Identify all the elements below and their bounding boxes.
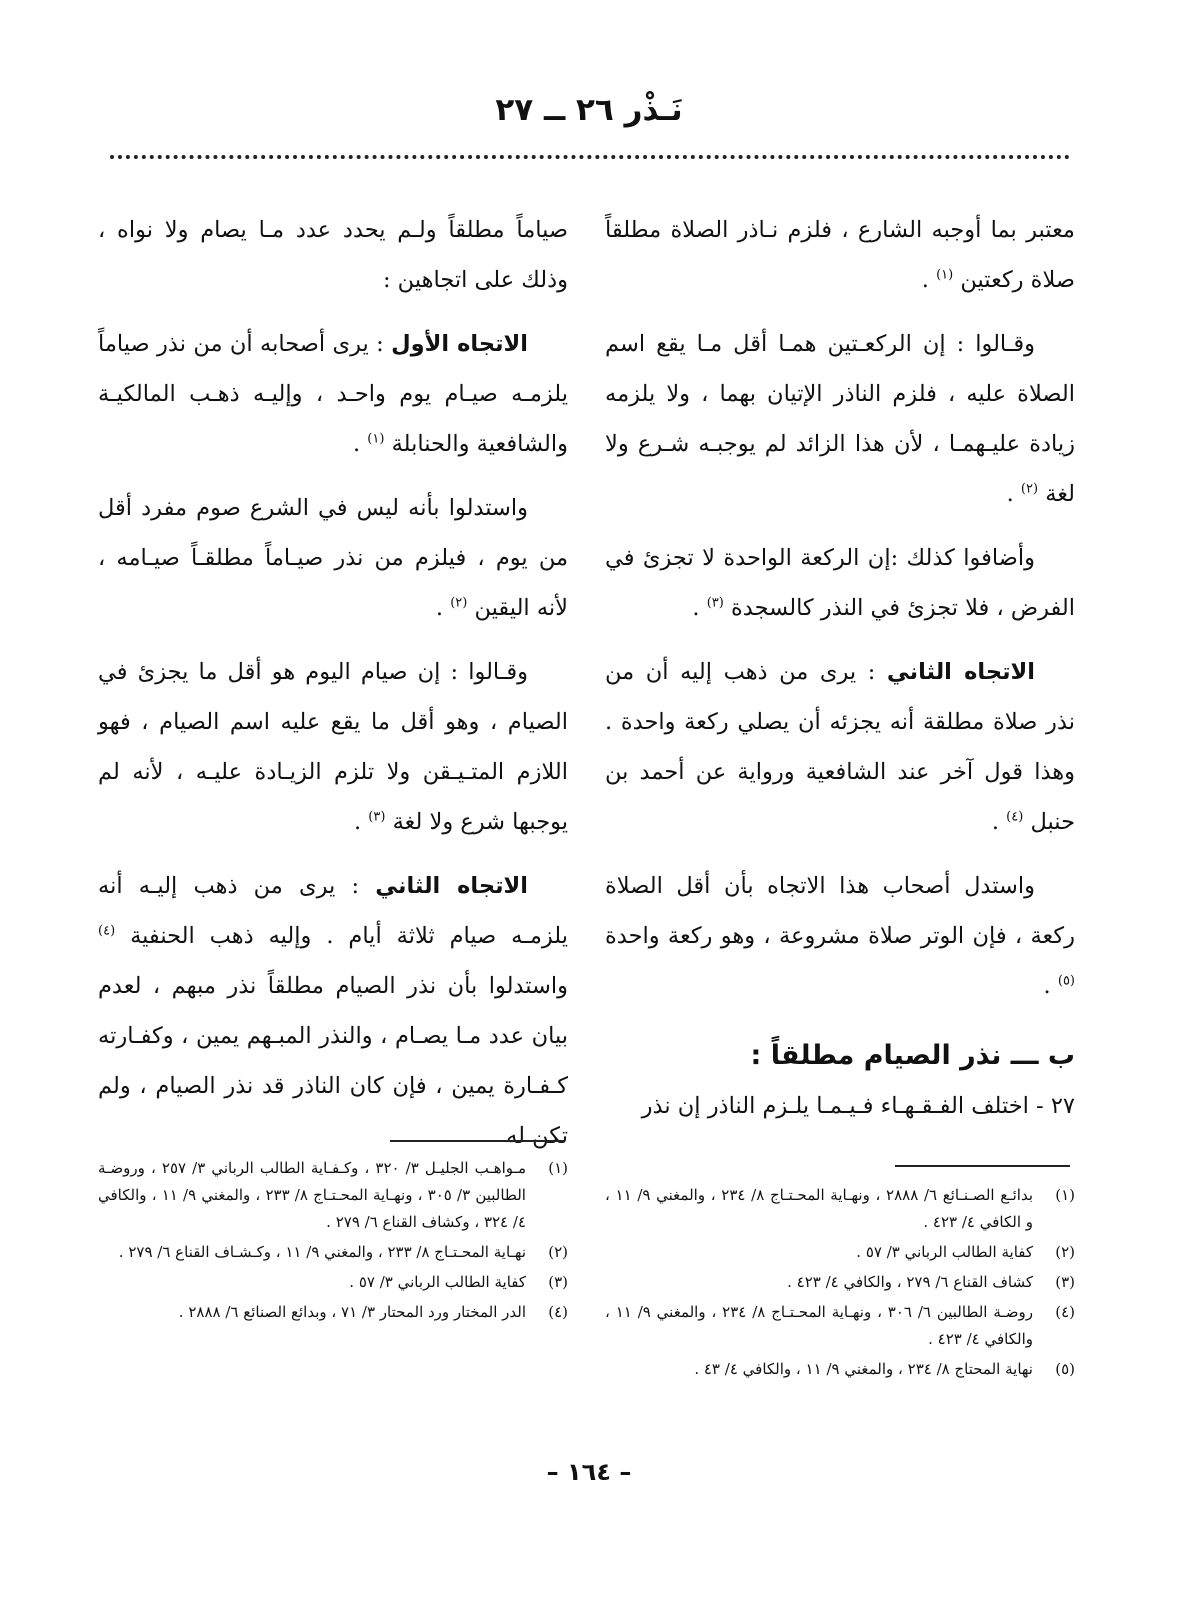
footnote — [605, 1356, 1075, 1383]
paragraph — [98, 861, 568, 1161]
left-column — [98, 205, 568, 1161]
paragraph-end: . — [435, 595, 451, 621]
paragraph-end: . — [1043, 973, 1058, 999]
footnote-number: (٢) — [548, 1243, 568, 1261]
footnote — [98, 1239, 568, 1266]
footnote-ref[interactable]: (١) — [936, 267, 954, 283]
footnote-ref[interactable]: (٣) — [368, 809, 386, 825]
paragraph-text: : يرى أصحابه أن من نذر صياماً يلزمـه صيـام يوم واحـد ، وإليـه ذهـب المالكيـة والشافعية والحنابلة — [98, 331, 568, 457]
paragraph-text: وأضافوا كذلك :إن الركعة الواحدة لا تجزئ في الفرض ، فلا تجزئ في النذر كالسجدة — [605, 545, 1075, 621]
paragraph-text: واستدلوا بأن نذر الصيام مطلقاً نذر مبهم ، لعدم بيان عدد مـا يصـام ، والنذر المبـهم يمين ، وكفـارته كـفـارة يمين ، فإن كان الناذر قد نذر الصيام ، ولم تكن له — [98, 973, 568, 1149]
paragraph — [98, 647, 568, 847]
trend-label: الاتجاه الأول — [391, 331, 529, 357]
paragraph: ٢٧ - اختلف الفـقـهـاء فـيـمـا يلـزم الناذر إن نذر — [641, 1093, 1075, 1119]
footnote — [605, 1299, 1075, 1353]
footnote — [605, 1239, 1075, 1266]
footnotes-left — [98, 1155, 568, 1329]
footnote-text: نهـاية المحـتـاج ٨/ ٢٣٣ ، والمغني ٩/ ١١ ، وكـشـاف القناع ٦/ ٢٧٩ . — [118, 1243, 526, 1261]
footnote-number: (٤) — [1055, 1303, 1075, 1321]
footnote-number: (٥) — [1055, 1360, 1075, 1378]
paragraph-end: . — [921, 267, 937, 293]
paragraph — [605, 647, 1075, 847]
paragraph — [605, 319, 1075, 519]
footnote-ref[interactable]: (١) — [367, 431, 385, 447]
footnote-number: (٢) — [1055, 1243, 1075, 1261]
header-dotted-divider — [110, 155, 1070, 159]
footnote-text: روضـة الطالبين ٦/ ٣٠٦ ، ونهـاية المحـتـاج ٨/ ٢٣٤ ، والمغني ٩/ ١١ ، والكافي ٤/ ٤٢٣ . — [605, 1303, 1033, 1348]
paragraph-text: وقـالوا : إن الركعـتين همـا أقل مـا يقع اسم الصلاة عليه ، فلزم الناذر الإتيان بهما ، ولا يلزمه زيادة عليـهمـا ، لأن هذا الزائد لم يوجبـه شـرع ولا لغة — [605, 331, 1075, 507]
footnote-number: (٣) — [548, 1273, 568, 1291]
footnote-text: كشاف القناع ٦/ ٢٧٩ ، والكافي ٤/ ٤٢٣ . — [787, 1273, 1033, 1291]
paragraph-text: : يرى من ذهب إليـه أنه يلزمـه صيام ثلاثة أيام . وإليه ذهب الحنفية — [98, 873, 569, 949]
footnote-rule-left — [390, 1140, 565, 1142]
footnote-text: كفاية الطالب الرباني ٣/ ٥٧ . — [856, 1243, 1033, 1261]
right-column — [605, 205, 1075, 1131]
footnote-ref[interactable]: (٤) — [98, 923, 116, 939]
paragraph — [98, 319, 568, 469]
footnote-text: بدائـع الصـنـائع ٦/ ٢٨٨٨ ، ونهـاية المحـتـاج ٨/ ٢٣٤ ، والمغني ٩/ ١١ ، و الكافي ٤/ ٤٢٣ . — [605, 1186, 1034, 1231]
footnote — [605, 1269, 1075, 1296]
paragraph-text: وقـالوا : إن صيام اليوم هو أقل ما يجزئ في الصيام ، وهو أقل ما يقع عليه اسم الصيام ، فهو اللازم المتـيـقن ولا تلزم الزيـادة عليـه ، لأنه لم يوجبها شرع ولا لغة — [98, 659, 568, 835]
footnote-text: الدر المختار ورد المحتار ٣/ ٧١ ، وبدائع الصنائع ٦/ ٢٨٨٨ . — [178, 1303, 526, 1321]
footnotes-right — [605, 1182, 1075, 1386]
paragraph — [605, 533, 1075, 633]
section-heading: ب ـــ نذر الصيام مطلقاً : — [750, 1040, 1075, 1071]
footnote-ref[interactable]: (٢) — [1020, 481, 1039, 497]
footnote-ref[interactable]: (٢) — [450, 595, 468, 611]
paragraph-end: . — [1006, 481, 1021, 507]
footnote — [98, 1299, 568, 1326]
trend-label: الاتجاه الثاني — [886, 659, 1036, 685]
paragraph-text: : يرى من ذهب إليه أن من نذر صلاة مطلقة أنه يجزئه أن يصلي ركعة واحدة . وهذا قول آخر عند الشافعية ورواية عن أحمد بن حنبل — [605, 659, 1075, 835]
footnote-text: كفاية الطالب الرباني ٣/ ٥٧ . — [349, 1273, 526, 1291]
footnote-rule-right — [895, 1165, 1070, 1167]
paragraph — [605, 861, 1075, 1011]
footnote-ref[interactable]: (٣) — [706, 595, 724, 611]
page-number: – ١٦٤ – — [546, 1458, 632, 1486]
paragraph-text: واستدل أصحاب هذا الاتجاه بأن أقل الصلاة ركعة ، فإن الوتر صلاة مشروعة ، وهو ركعة واحدة — [605, 873, 1075, 949]
footnote-text: نهاية المحتاج ٨/ ٢٣٤ ، والمغني ٩/ ١١ ، والكافي ٤/ ٤٣ . — [694, 1360, 1033, 1378]
paragraph-end: . — [353, 809, 369, 835]
paragraph-end: . — [352, 431, 368, 457]
footnote — [605, 1182, 1075, 1236]
paragraph-end: . — [991, 809, 1007, 835]
paragraph-text: معتبر بما أوجبه الشارع ، فلزم نـاذر الصلاة مطلقاً صلاة ركعتين — [605, 217, 1075, 293]
trend-label: الاتجاه الثاني — [375, 873, 528, 899]
footnote-number: (٤) — [548, 1303, 568, 1321]
footnote — [98, 1155, 568, 1236]
footnote-number: (٣) — [1055, 1273, 1075, 1291]
paragraph: صياماً مطلقاً ولـم يحدد عدد مـا يصام ولا نواه ، وذلك على اتجاهين : — [98, 217, 568, 293]
paragraph — [605, 205, 1075, 305]
paragraph-end: . — [692, 595, 707, 621]
footnote-ref[interactable]: (٤) — [1006, 809, 1024, 825]
paragraph — [98, 483, 568, 633]
paragraph-text: واستدلوا بأنه ليس في الشرع صوم مفرد أقل من يوم ، فيلزم من نذر صيـاماً مطلقـاً صيـامه ، لأنه اليقين — [98, 495, 568, 621]
footnote-number: (١) — [1055, 1186, 1075, 1204]
footnote — [98, 1269, 568, 1296]
footnote-number: (١) — [548, 1159, 568, 1177]
footnote-ref[interactable]: (٥) — [1057, 973, 1075, 989]
running-header: نَـذْر ٢٦ ــ ٢٧ — [495, 92, 683, 128]
footnote-text: مـواهـب الجليـل ٣/ ٣٢٠ ، وكـفـاية الطالب الرباني ٣/ ٢٥٧ ، وروضـة الطالبين ٣/ ٣٠٥ ، ونهـاية المحـتـاج ٨/ ٢٣٣ ، والمغني ٩/ ١١ ، والكافي ٤/ ٣٢٤ ، وكشاف القناع ٦/ ٢٧٩ . — [98, 1159, 526, 1231]
